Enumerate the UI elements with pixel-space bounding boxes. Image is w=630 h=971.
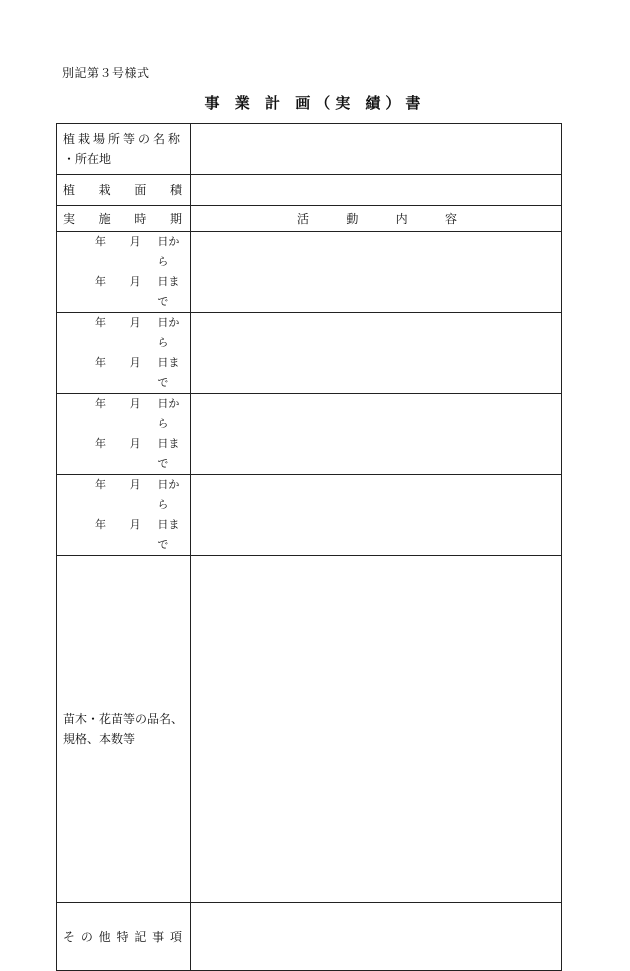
other-label-char: の <box>80 929 93 944</box>
period-cell[interactable] <box>57 394 191 475</box>
month-unit: 月 <box>129 478 141 491</box>
other-label-char: そ <box>63 929 76 944</box>
period-to <box>57 353 190 393</box>
seedling-row <box>57 556 562 903</box>
seedling-label-line2: 規格、本数等 <box>63 732 136 746</box>
month-unit: 月 <box>129 397 141 410</box>
activity-header-char: 活 <box>297 212 310 226</box>
activity-input[interactable] <box>191 313 562 394</box>
day-from-unit: 日から <box>157 316 180 349</box>
period-header-char: 時 <box>134 211 147 226</box>
year-unit: 年 <box>95 397 106 410</box>
period-header-char: 施 <box>98 211 111 226</box>
seedling-label <box>57 556 191 903</box>
month-unit: 月 <box>129 518 141 531</box>
year-unit: 年 <box>95 235 106 248</box>
area-label-char: 栽 <box>98 183 111 197</box>
period-row <box>57 475 562 556</box>
year-unit: 年 <box>95 518 106 531</box>
month-unit: 月 <box>129 437 141 450</box>
other-label-char: 事 <box>152 929 165 944</box>
area-label-char: 植 <box>63 183 76 197</box>
period-to <box>57 434 190 474</box>
month-unit: 月 <box>129 316 141 329</box>
day-to-unit: 日まで <box>157 437 180 470</box>
other-label-char: 特 <box>116 929 129 944</box>
activity-header-char: 容 <box>444 212 457 226</box>
period-row <box>57 394 562 475</box>
place-row <box>57 124 562 175</box>
place-input[interactable] <box>191 124 562 175</box>
day-from-unit: 日から <box>157 235 180 268</box>
activity-header-char: 動 <box>346 212 359 226</box>
activity-header <box>191 206 562 232</box>
place-label <box>57 124 191 175</box>
document-title: 事 業 計 画（実 績）書 <box>204 94 426 112</box>
activity-input[interactable] <box>191 394 562 475</box>
year-unit: 年 <box>95 437 106 450</box>
period-from <box>57 394 190 434</box>
period-from <box>57 232 190 272</box>
day-to-unit: 日まで <box>157 356 180 389</box>
year-unit: 年 <box>95 275 106 288</box>
area-row <box>57 175 562 206</box>
other-row <box>57 903 562 971</box>
day-from-unit: 日から <box>157 397 180 430</box>
area-label-char: 面 <box>134 183 147 197</box>
month-unit: 月 <box>129 275 141 288</box>
other-label <box>57 903 191 971</box>
period-header-char: 実 <box>63 211 76 226</box>
area-label-char: 積 <box>169 183 182 197</box>
form-number: 別記第３号様式 <box>62 66 150 80</box>
year-unit: 年 <box>95 478 106 491</box>
day-to-unit: 日まで <box>157 518 180 551</box>
period-header <box>57 206 191 232</box>
plan-table <box>56 123 562 971</box>
seedling-input[interactable] <box>191 556 562 903</box>
place-label-line2: ・所在地 <box>63 152 112 166</box>
month-unit: 月 <box>129 356 141 369</box>
other-label-char: 項 <box>169 929 182 944</box>
activity-input[interactable] <box>191 232 562 313</box>
schedule-header-row <box>57 206 562 232</box>
activity-header-char: 内 <box>395 212 408 226</box>
period-header-char: 期 <box>169 211 182 226</box>
day-from-unit: 日から <box>157 478 180 511</box>
area-label <box>57 175 191 206</box>
year-unit: 年 <box>95 356 106 369</box>
period-row <box>57 232 562 313</box>
other-input[interactable] <box>191 903 562 971</box>
activity-input[interactable] <box>191 475 562 556</box>
other-label-char: 他 <box>98 929 111 944</box>
period-from <box>57 475 190 515</box>
period-cell[interactable] <box>57 475 191 556</box>
area-input[interactable] <box>191 175 562 206</box>
day-to-unit: 日まで <box>157 275 180 308</box>
place-label-text: 植栽場所等の名称 <box>63 132 184 146</box>
period-to <box>57 272 190 312</box>
period-row <box>57 313 562 394</box>
seedling-label-line1: 苗木・花苗等の品名、 <box>63 712 184 726</box>
period-cell[interactable] <box>57 232 191 313</box>
other-label-char: 記 <box>134 929 147 944</box>
period-cell[interactable] <box>57 313 191 394</box>
period-to <box>57 515 190 555</box>
period-from <box>57 313 190 353</box>
month-unit: 月 <box>129 235 141 248</box>
place-label-line1 <box>63 129 186 149</box>
year-unit: 年 <box>95 316 106 329</box>
